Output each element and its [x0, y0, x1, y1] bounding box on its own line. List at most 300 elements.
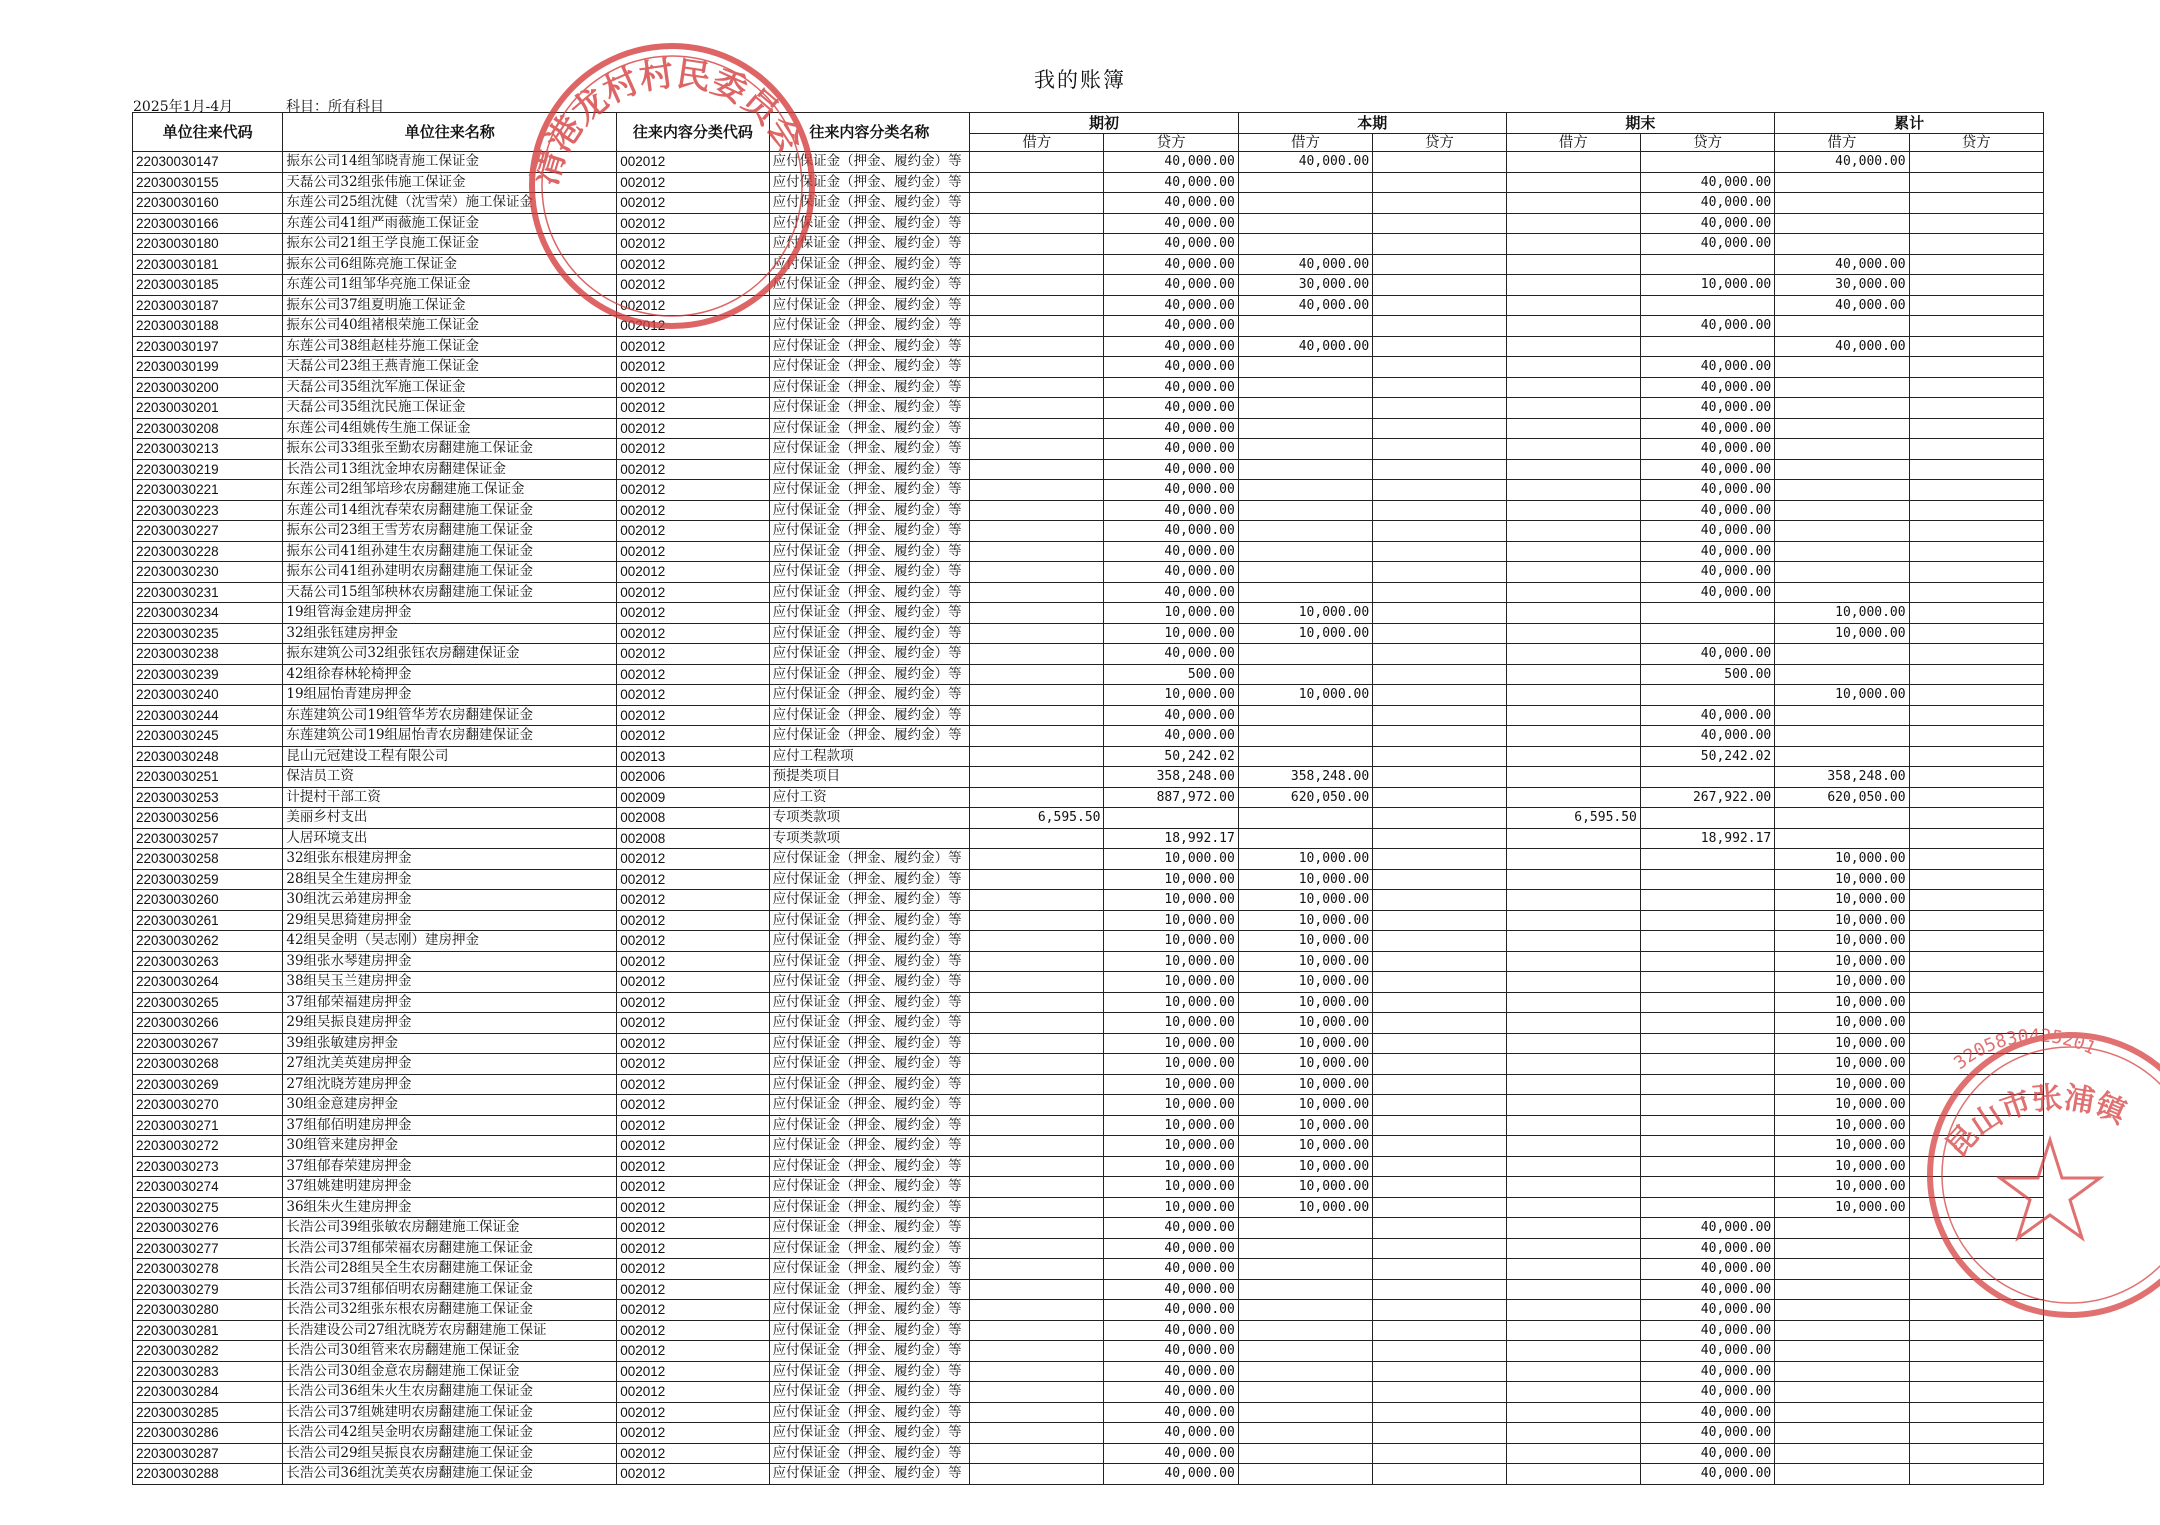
cell-current-credit — [1373, 664, 1506, 685]
cell-unit-code: 22030030287 — [133, 1443, 283, 1464]
cell-unit-name: 长浩公司32组张东根农房翻建施工保证金 — [283, 1300, 617, 1321]
table-row — [133, 1443, 2044, 1464]
cell-current-credit — [1373, 1218, 1506, 1239]
cell-category-name: 应付工资 — [769, 787, 970, 808]
header-cumulative-credit: 贷方 — [1909, 134, 2043, 152]
cell-unit-code: 22030030185 — [133, 275, 283, 296]
cell-cumulative-debit: 10,000.00 — [1775, 623, 1909, 644]
cell-current-credit — [1373, 541, 1506, 562]
cell-cumulative-credit — [1909, 480, 2043, 501]
cell-unit-name: 东莲公司41组严雨薇施工保证金 — [283, 213, 617, 234]
cell-cumulative-debit: 358,248.00 — [1775, 767, 1909, 788]
table-row — [133, 1013, 2044, 1034]
cell-category-code: 002012 — [617, 1238, 769, 1259]
cell-category-code: 002012 — [617, 439, 769, 460]
cell-current-credit — [1373, 828, 1506, 849]
cell-category-code: 002012 — [617, 193, 769, 214]
cell-unit-code: 22030030279 — [133, 1279, 283, 1300]
cell-category-code: 002012 — [617, 623, 769, 644]
cell-category-name: 应付保证金（押金、履约金）等 — [769, 1382, 970, 1403]
table-row — [133, 1197, 2044, 1218]
cell-cumulative-debit — [1775, 1279, 1909, 1300]
cell-category-name: 应付保证金（押金、履约金）等 — [769, 1341, 970, 1362]
cell-opening-credit: 40,000.00 — [1104, 1279, 1238, 1300]
cell-current-debit — [1238, 541, 1372, 562]
cell-opening-debit — [970, 787, 1104, 808]
cell-category-name: 应付保证金（押金、履约金）等 — [769, 931, 970, 952]
header-closing-debit: 借方 — [1506, 134, 1640, 152]
cell-unit-code: 22030030221 — [133, 480, 283, 501]
cell-unit-name: 东莲公司14组沈春荣农房翻建施工保证金 — [283, 500, 617, 521]
cell-opening-credit: 40,000.00 — [1104, 582, 1238, 603]
cell-cumulative-debit: 10,000.00 — [1775, 1115, 1909, 1136]
table-row — [133, 500, 2044, 521]
cell-opening-credit: 40,000.00 — [1104, 1259, 1238, 1280]
cell-closing-credit: 40,000.00 — [1640, 1464, 1774, 1485]
cell-cumulative-debit — [1775, 418, 1909, 439]
cell-category-code: 002012 — [617, 275, 769, 296]
cell-unit-name: 长浩公司30组管来农房翻建施工保证金 — [283, 1341, 617, 1362]
cell-unit-name: 振东公司40组褚根荣施工保证金 — [283, 316, 617, 337]
cell-closing-credit: 40,000.00 — [1640, 377, 1774, 398]
cell-cumulative-debit: 10,000.00 — [1775, 910, 1909, 931]
cell-cumulative-debit: 40,000.00 — [1775, 152, 1909, 173]
cell-closing-debit — [1506, 890, 1640, 911]
cell-closing-debit — [1506, 705, 1640, 726]
table-row — [133, 869, 2044, 890]
cell-current-credit — [1373, 1279, 1506, 1300]
cell-current-credit — [1373, 254, 1506, 275]
cell-current-debit: 10,000.00 — [1238, 1054, 1372, 1075]
cell-cumulative-debit — [1775, 500, 1909, 521]
cell-category-code: 002012 — [617, 705, 769, 726]
cell-closing-credit: 40,000.00 — [1640, 726, 1774, 747]
cell-cumulative-credit — [1909, 931, 2043, 952]
cell-opening-credit: 40,000.00 — [1104, 459, 1238, 480]
table-row — [133, 1402, 2044, 1423]
cell-category-code: 002012 — [617, 972, 769, 993]
cell-cumulative-credit — [1909, 1095, 2043, 1116]
cell-cumulative-debit — [1775, 193, 1909, 214]
cell-cumulative-credit — [1909, 152, 2043, 173]
cell-cumulative-debit — [1775, 357, 1909, 378]
header-category-code: 往来内容分类代码 — [617, 113, 769, 152]
cell-unit-code: 22030030274 — [133, 1177, 283, 1198]
cell-opening-debit — [970, 685, 1104, 706]
cell-unit-code: 22030030270 — [133, 1095, 283, 1116]
cell-cumulative-debit — [1775, 480, 1909, 501]
cell-unit-name: 长浩公司29组吴振良农房翻建施工保证金 — [283, 1443, 617, 1464]
cell-closing-credit — [1640, 1115, 1774, 1136]
cell-opening-debit — [970, 1115, 1104, 1136]
cell-opening-credit: 40,000.00 — [1104, 336, 1238, 357]
cell-opening-credit: 40,000.00 — [1104, 1238, 1238, 1259]
cell-unit-name: 天磊公司35组沈民施工保证金 — [283, 398, 617, 419]
cell-cumulative-debit — [1775, 828, 1909, 849]
cell-unit-code: 22030030213 — [133, 439, 283, 460]
cell-cumulative-credit — [1909, 541, 2043, 562]
cell-unit-code: 22030030288 — [133, 1464, 283, 1485]
cell-cumulative-debit: 10,000.00 — [1775, 869, 1909, 890]
cell-unit-name: 天磊公司15组邹秧林农房翻建施工保证金 — [283, 582, 617, 603]
cell-current-credit — [1373, 275, 1506, 296]
cell-current-credit — [1373, 931, 1506, 952]
cell-current-debit: 10,000.00 — [1238, 992, 1372, 1013]
cell-closing-credit — [1640, 1033, 1774, 1054]
cell-opening-debit — [970, 316, 1104, 337]
cell-opening-debit — [970, 1156, 1104, 1177]
cell-current-credit — [1373, 316, 1506, 337]
cell-category-name: 应付保证金（押金、履约金）等 — [769, 1033, 970, 1054]
cell-opening-credit: 40,000.00 — [1104, 275, 1238, 296]
cell-unit-code: 22030030228 — [133, 541, 283, 562]
cell-current-credit — [1373, 213, 1506, 234]
cell-current-debit: 10,000.00 — [1238, 931, 1372, 952]
cell-unit-name: 长浩公司37组姚建明农房翻建施工保证金 — [283, 1402, 617, 1423]
cell-category-name: 应付保证金（押金、履约金）等 — [769, 1238, 970, 1259]
cell-closing-debit — [1506, 623, 1640, 644]
cell-category-code: 002012 — [617, 336, 769, 357]
cell-opening-debit — [970, 1382, 1104, 1403]
cell-current-credit — [1373, 439, 1506, 460]
cell-opening-debit — [970, 152, 1104, 173]
cell-closing-credit: 40,000.00 — [1640, 193, 1774, 214]
cell-category-name: 应付保证金（押金、履约金）等 — [769, 480, 970, 501]
table-row — [133, 1115, 2044, 1136]
cell-unit-name: 30组管来建房押金 — [283, 1136, 617, 1157]
cell-closing-debit — [1506, 295, 1640, 316]
header-cumulative: 累计 — [1775, 113, 2044, 134]
table-row — [133, 1054, 2044, 1075]
cell-closing-debit — [1506, 213, 1640, 234]
cell-unit-code: 22030030231 — [133, 582, 283, 603]
cell-opening-debit — [970, 1259, 1104, 1280]
cell-unit-name: 东莲建筑公司19组屈怡青农房翻建保证金 — [283, 726, 617, 747]
cell-cumulative-credit — [1909, 1443, 2043, 1464]
cell-cumulative-debit: 30,000.00 — [1775, 275, 1909, 296]
cell-unit-code: 22030030181 — [133, 254, 283, 275]
cell-unit-code: 22030030276 — [133, 1218, 283, 1239]
cell-unit-name: 32组张钰建房押金 — [283, 623, 617, 644]
cell-closing-debit — [1506, 316, 1640, 337]
cell-closing-debit — [1506, 1279, 1640, 1300]
cell-unit-name: 东莲建筑公司19组管华芳农房翻建保证金 — [283, 705, 617, 726]
cell-category-name: 应付保证金（押金、履约金）等 — [769, 500, 970, 521]
cell-cumulative-debit: 10,000.00 — [1775, 1013, 1909, 1034]
cell-closing-credit: 40,000.00 — [1640, 1300, 1774, 1321]
header-unit-name: 单位往来名称 — [283, 113, 617, 152]
cell-category-code: 002012 — [617, 1443, 769, 1464]
cell-category-name: 应付保证金（押金、履约金）等 — [769, 1013, 970, 1034]
cell-closing-credit: 40,000.00 — [1640, 1402, 1774, 1423]
cell-current-credit — [1373, 357, 1506, 378]
cell-category-code: 002012 — [617, 1402, 769, 1423]
cell-unit-code: 22030030256 — [133, 808, 283, 829]
cell-category-code: 002012 — [617, 1156, 769, 1177]
cell-category-name: 应付保证金（押金、履约金）等 — [769, 1464, 970, 1485]
table-row — [133, 1300, 2044, 1321]
table-row — [133, 275, 2044, 296]
cell-cumulative-debit — [1775, 1361, 1909, 1382]
table-row — [133, 808, 2044, 829]
cell-cumulative-debit — [1775, 1259, 1909, 1280]
cell-closing-credit: 40,000.00 — [1640, 644, 1774, 665]
cell-current-debit: 620,050.00 — [1238, 787, 1372, 808]
cell-closing-credit: 40,000.00 — [1640, 500, 1774, 521]
table-row — [133, 336, 2044, 357]
cell-opening-credit: 10,000.00 — [1104, 1013, 1238, 1034]
cell-opening-debit — [970, 726, 1104, 747]
cell-cumulative-credit — [1909, 787, 2043, 808]
cell-opening-debit — [970, 1238, 1104, 1259]
cell-closing-credit: 40,000.00 — [1640, 357, 1774, 378]
cell-opening-credit: 40,000.00 — [1104, 1443, 1238, 1464]
cell-opening-debit — [970, 1279, 1104, 1300]
cell-current-credit — [1373, 849, 1506, 870]
cell-closing-debit — [1506, 1382, 1640, 1403]
cell-closing-debit — [1506, 459, 1640, 480]
cell-category-name: 应付保证金（押金、履约金）等 — [769, 275, 970, 296]
table-row — [133, 992, 2044, 1013]
cell-category-name: 应付保证金（押金、履约金）等 — [769, 295, 970, 316]
cell-current-credit — [1373, 582, 1506, 603]
cell-category-name: 应付保证金（押金、履约金）等 — [769, 541, 970, 562]
cell-category-name: 应付保证金（押金、履约金）等 — [769, 1115, 970, 1136]
cell-unit-name: 昆山元冠建设工程有限公司 — [283, 746, 617, 767]
cell-opening-credit: 500.00 — [1104, 664, 1238, 685]
cell-category-code: 002012 — [617, 664, 769, 685]
cell-category-code: 002012 — [617, 1115, 769, 1136]
cell-category-code: 002012 — [617, 869, 769, 890]
cell-unit-code: 22030030230 — [133, 562, 283, 583]
cell-current-credit — [1373, 398, 1506, 419]
cell-closing-debit — [1506, 500, 1640, 521]
cell-closing-credit: 40,000.00 — [1640, 1423, 1774, 1444]
cell-opening-credit: 10,000.00 — [1104, 1136, 1238, 1157]
cell-current-debit — [1238, 193, 1372, 214]
cell-cumulative-debit — [1775, 1464, 1909, 1485]
table-row — [133, 418, 2044, 439]
cell-category-name: 应付保证金（押金、履约金）等 — [769, 623, 970, 644]
cell-cumulative-debit — [1775, 398, 1909, 419]
cell-cumulative-credit — [1909, 644, 2043, 665]
cell-category-code: 002012 — [617, 849, 769, 870]
cell-closing-credit — [1640, 1013, 1774, 1034]
cell-opening-debit — [970, 377, 1104, 398]
table-row — [133, 1259, 2044, 1280]
cell-category-code: 002012 — [617, 1464, 769, 1485]
cell-closing-debit — [1506, 172, 1640, 193]
table-row — [133, 1156, 2044, 1177]
cell-current-credit — [1373, 1095, 1506, 1116]
cell-category-code: 002012 — [617, 910, 769, 931]
cell-unit-name: 37组姚建明建房押金 — [283, 1177, 617, 1198]
cell-opening-debit — [970, 439, 1104, 460]
cell-current-debit — [1238, 521, 1372, 542]
cell-opening-credit: 10,000.00 — [1104, 1115, 1238, 1136]
cell-unit-name: 振东公司41组孙建明农房翻建施工保证金 — [283, 562, 617, 583]
cell-current-debit — [1238, 377, 1372, 398]
cell-cumulative-debit — [1775, 459, 1909, 480]
cell-category-code: 002012 — [617, 213, 769, 234]
cell-opening-credit: 10,000.00 — [1104, 1054, 1238, 1075]
cell-unit-code: 22030030266 — [133, 1013, 283, 1034]
cell-opening-credit: 10,000.00 — [1104, 992, 1238, 1013]
subject-label: 科目：所有科目 — [286, 99, 384, 115]
cell-closing-credit: 40,000.00 — [1640, 459, 1774, 480]
cell-current-debit — [1238, 459, 1372, 480]
cell-cumulative-credit — [1909, 336, 2043, 357]
cell-opening-debit — [970, 951, 1104, 972]
cell-opening-debit — [970, 521, 1104, 542]
cell-category-name: 应付保证金（押金、履约金）等 — [769, 1443, 970, 1464]
cell-cumulative-debit — [1775, 1320, 1909, 1341]
cell-current-debit: 10,000.00 — [1238, 685, 1372, 706]
cell-current-credit — [1373, 644, 1506, 665]
cell-closing-debit — [1506, 726, 1640, 747]
cell-category-code: 002012 — [617, 1341, 769, 1362]
cell-current-debit — [1238, 418, 1372, 439]
cell-opening-debit — [970, 623, 1104, 644]
cell-unit-code: 22030030258 — [133, 849, 283, 870]
cell-category-code: 002012 — [617, 1095, 769, 1116]
cell-opening-debit — [970, 295, 1104, 316]
cell-current-credit — [1373, 1136, 1506, 1157]
cell-current-credit — [1373, 500, 1506, 521]
header-unit-code: 单位往来代码 — [133, 113, 283, 152]
cell-closing-credit: 40,000.00 — [1640, 582, 1774, 603]
cell-opening-debit — [970, 1341, 1104, 1362]
cell-closing-debit — [1506, 254, 1640, 275]
table-row — [133, 603, 2044, 624]
cell-current-debit: 30,000.00 — [1238, 275, 1372, 296]
cell-current-debit — [1238, 1300, 1372, 1321]
cell-cumulative-credit — [1909, 316, 2043, 337]
cell-category-name: 应付保证金（押金、履约金）等 — [769, 1279, 970, 1300]
cell-opening-debit — [970, 1464, 1104, 1485]
cell-cumulative-credit — [1909, 254, 2043, 275]
cell-category-code: 002006 — [617, 767, 769, 788]
cell-unit-name: 42组徐春林轮椅押金 — [283, 664, 617, 685]
cell-closing-credit: 40,000.00 — [1640, 418, 1774, 439]
cell-cumulative-debit — [1775, 562, 1909, 583]
cell-opening-credit: 10,000.00 — [1104, 869, 1238, 890]
cell-cumulative-credit — [1909, 193, 2043, 214]
cell-category-code: 002012 — [617, 152, 769, 173]
cell-cumulative-debit: 10,000.00 — [1775, 603, 1909, 624]
cell-category-name: 应付保证金（押金、履约金）等 — [769, 726, 970, 747]
cell-cumulative-debit — [1775, 582, 1909, 603]
cell-closing-credit — [1640, 336, 1774, 357]
cell-category-code: 002012 — [617, 521, 769, 542]
cell-opening-credit: 18,992.17 — [1104, 828, 1238, 849]
cell-unit-code: 22030030286 — [133, 1423, 283, 1444]
table-row — [133, 1464, 2044, 1485]
cell-unit-name: 长浩公司30组金意农房翻建施工保证金 — [283, 1361, 617, 1382]
cell-unit-code: 22030030265 — [133, 992, 283, 1013]
cell-unit-code: 22030030245 — [133, 726, 283, 747]
cell-current-debit — [1238, 357, 1372, 378]
cell-unit-code: 22030030273 — [133, 1156, 283, 1177]
cell-closing-credit — [1640, 951, 1774, 972]
cell-category-name: 应付保证金（押金、履约金）等 — [769, 1095, 970, 1116]
cell-category-code: 002012 — [617, 500, 769, 521]
cell-category-name: 应付保证金（押金、履约金）等 — [769, 418, 970, 439]
cell-category-code: 002012 — [617, 1177, 769, 1198]
cell-category-name: 应付保证金（押金、履约金）等 — [769, 1177, 970, 1198]
cell-opening-credit: 10,000.00 — [1104, 603, 1238, 624]
header-opening-credit: 贷方 — [1104, 134, 1238, 152]
cell-opening-debit — [970, 500, 1104, 521]
cell-current-debit — [1238, 1464, 1372, 1485]
cell-category-name: 应付保证金（押金、履约金）等 — [769, 951, 970, 972]
cell-current-credit — [1373, 910, 1506, 931]
cell-cumulative-credit — [1909, 1177, 2043, 1198]
cell-opening-debit — [970, 193, 1104, 214]
cell-opening-credit: 40,000.00 — [1104, 541, 1238, 562]
cell-cumulative-credit — [1909, 828, 2043, 849]
cell-opening-debit — [970, 213, 1104, 234]
cell-category-name: 应付保证金（押金、履约金）等 — [769, 336, 970, 357]
cell-closing-debit — [1506, 1115, 1640, 1136]
cell-unit-name: 长浩公司37组郁佰明农房翻建施工保证金 — [283, 1279, 617, 1300]
cell-current-credit — [1373, 1300, 1506, 1321]
cell-cumulative-debit — [1775, 172, 1909, 193]
cell-unit-code: 22030030259 — [133, 869, 283, 890]
cell-closing-debit — [1506, 828, 1640, 849]
cell-unit-code: 22030030281 — [133, 1320, 283, 1341]
cell-current-credit — [1373, 972, 1506, 993]
cell-current-debit — [1238, 1320, 1372, 1341]
cell-cumulative-credit — [1909, 213, 2043, 234]
cell-current-credit — [1373, 521, 1506, 542]
cell-closing-credit: 50,242.02 — [1640, 746, 1774, 767]
cell-category-name: 应付保证金（押金、履约金）等 — [769, 1423, 970, 1444]
cell-closing-debit — [1506, 1013, 1640, 1034]
cell-category-code: 002012 — [617, 1361, 769, 1382]
cell-current-credit — [1373, 1320, 1506, 1341]
cell-closing-debit — [1506, 1074, 1640, 1095]
cell-current-debit: 40,000.00 — [1238, 152, 1372, 173]
table-row — [133, 1341, 2044, 1362]
cell-current-credit — [1373, 480, 1506, 501]
cell-current-debit — [1238, 480, 1372, 501]
cell-category-code: 002012 — [617, 316, 769, 337]
cell-opening-debit — [970, 1054, 1104, 1075]
cell-cumulative-credit — [1909, 500, 2043, 521]
cell-unit-name: 计提村干部工资 — [283, 787, 617, 808]
table-row — [133, 439, 2044, 460]
cell-cumulative-debit — [1775, 541, 1909, 562]
cell-closing-debit — [1506, 562, 1640, 583]
cell-category-name: 应付保证金（押金、履约金）等 — [769, 213, 970, 234]
cell-opening-credit: 10,000.00 — [1104, 623, 1238, 644]
cell-category-code: 002012 — [617, 931, 769, 952]
cell-cumulative-debit — [1775, 808, 1909, 829]
cell-cumulative-credit — [1909, 746, 2043, 767]
cell-current-debit — [1238, 705, 1372, 726]
cell-opening-debit — [970, 746, 1104, 767]
cell-unit-name: 19组屈怡青建房押金 — [283, 685, 617, 706]
cell-category-code: 002012 — [617, 726, 769, 747]
cell-cumulative-credit — [1909, 1054, 2043, 1075]
cell-unit-name: 长浩公司36组沈美英农房翻建施工保证金 — [283, 1464, 617, 1485]
cell-category-name: 应付保证金（押金、履约金）等 — [769, 1402, 970, 1423]
cell-opening-credit: 10,000.00 — [1104, 1074, 1238, 1095]
cell-closing-credit: 40,000.00 — [1640, 1238, 1774, 1259]
cell-unit-code: 22030030235 — [133, 623, 283, 644]
cell-category-code: 002008 — [617, 808, 769, 829]
